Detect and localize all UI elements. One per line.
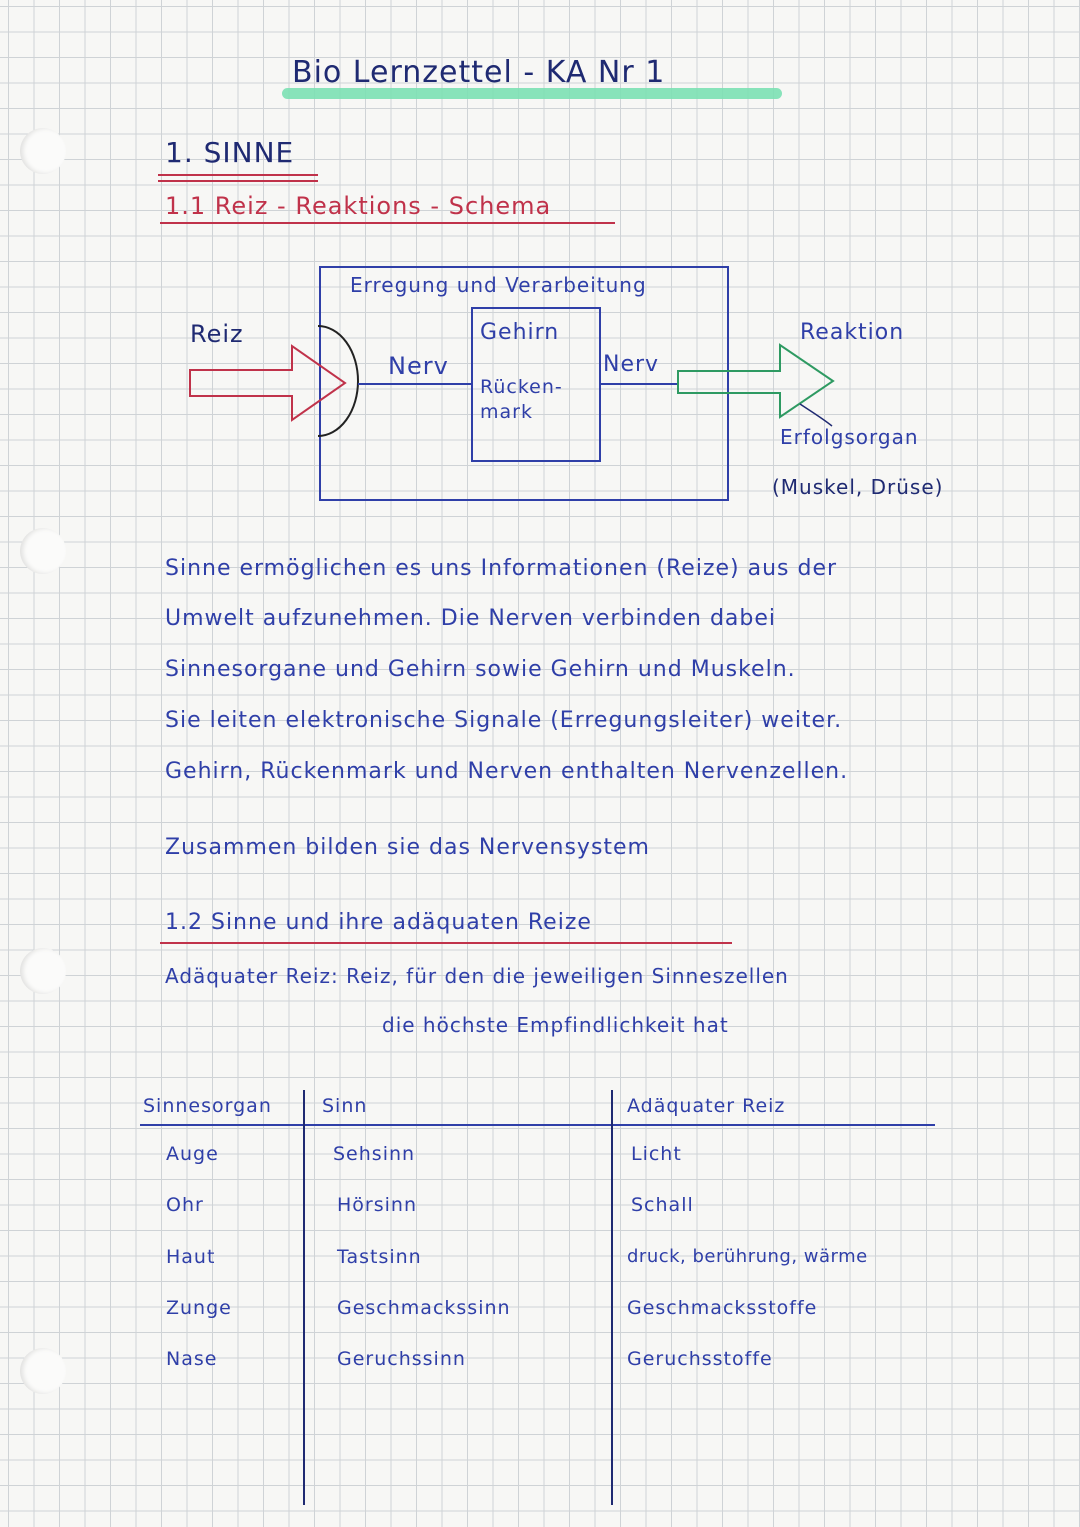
erfolgsorgan-pointer bbox=[800, 404, 832, 426]
table-cell-reiz: Geschmacksstoffe bbox=[627, 1297, 818, 1319]
table-header-organ: Sinnesorgan bbox=[143, 1095, 272, 1117]
definition-line-2: die höchste Empfindlichkeit hat bbox=[382, 1013, 729, 1037]
rueckenmark-label-1: Rücken- bbox=[480, 376, 563, 398]
table-divider bbox=[303, 1090, 305, 1505]
binder-hole bbox=[20, 1348, 66, 1394]
table-cell-organ: Nase bbox=[166, 1348, 218, 1370]
page-title: Bio Lernzettel - KA Nr 1 bbox=[292, 55, 666, 90]
binder-hole bbox=[20, 948, 66, 994]
paragraph-line: Sie leiten elektronische Signale (Erregungsleiter) weiter. bbox=[165, 708, 843, 733]
table-cell-sinn: Hörsinn bbox=[337, 1194, 417, 1216]
paragraph-line: Sinne ermöglichen es uns Informationen (Reize) aus der bbox=[165, 556, 838, 581]
subsection-underline-2 bbox=[160, 942, 732, 944]
table-cell-organ: Zunge bbox=[166, 1297, 232, 1319]
table-header-line bbox=[140, 1124, 935, 1126]
erfolgsorgan-examples: (Muskel, Drüse) bbox=[772, 475, 944, 499]
nerv-left-label: Nerv bbox=[388, 352, 449, 380]
table-cell-organ: Auge bbox=[166, 1143, 219, 1165]
table-cell-reiz: Licht bbox=[631, 1143, 682, 1165]
paragraph-line: Umwelt aufzunehmen. Die Nerven verbinden dabei bbox=[165, 606, 776, 631]
reiz-label: Reiz bbox=[190, 320, 244, 348]
table-divider bbox=[611, 1090, 613, 1505]
erfolgsorgan-label: Erfolgsorgan bbox=[780, 425, 919, 449]
rueckenmark-label-2: mark bbox=[480, 401, 533, 423]
reaktion-label: Reaktion bbox=[800, 320, 905, 345]
table-cell-reiz: druck, berührung, wärme bbox=[627, 1246, 868, 1267]
definition-line-1: Adäquater Reiz: Reiz, für den die jeweiligen Sinneszellen bbox=[165, 964, 789, 988]
table-cell-reiz: Schall bbox=[631, 1194, 694, 1216]
table-cell-sinn: Geruchssinn bbox=[337, 1348, 466, 1370]
paragraph-line: Sinnesorgane und Gehirn sowie Gehirn und Muskeln. bbox=[165, 657, 796, 682]
gehirn-label: Gehirn bbox=[480, 320, 560, 345]
table-cell-sinn: Tastsinn bbox=[337, 1246, 422, 1268]
table-cell-organ: Ohr bbox=[166, 1194, 204, 1216]
diagram-box-label: Erregung und Verarbeitung bbox=[350, 273, 647, 297]
reaction-arrow bbox=[678, 345, 833, 417]
table-cell-sinn: Geschmackssinn bbox=[337, 1297, 511, 1319]
section-heading: 1. SINNE bbox=[165, 136, 295, 169]
stimulus-arrow bbox=[190, 346, 345, 420]
table-cell-sinn: Sehsinn bbox=[333, 1143, 416, 1165]
nerv-right-label: Nerv bbox=[603, 352, 660, 377]
table-cell-organ: Haut bbox=[166, 1246, 216, 1268]
summary-line: Zusammen bilden sie das Nervensystem bbox=[165, 835, 650, 860]
subsection-heading: 1.1 Reiz - Reaktions - Schema bbox=[165, 192, 552, 220]
table-cell-reiz: Geruchsstoffe bbox=[627, 1348, 773, 1370]
receptor-shape bbox=[318, 326, 358, 436]
table-header-sinn: Sinn bbox=[322, 1095, 368, 1117]
reiz-reaktions-diagram bbox=[0, 0, 1080, 540]
paragraph-line: Gehirn, Rückenmark und Nerven enthalten Nervenzellen. bbox=[165, 759, 849, 784]
subsection-heading-2: 1.2 Sinne und ihre adäquaten Reize bbox=[165, 910, 592, 935]
table-header-reiz: Adäquater Reiz bbox=[627, 1095, 786, 1117]
